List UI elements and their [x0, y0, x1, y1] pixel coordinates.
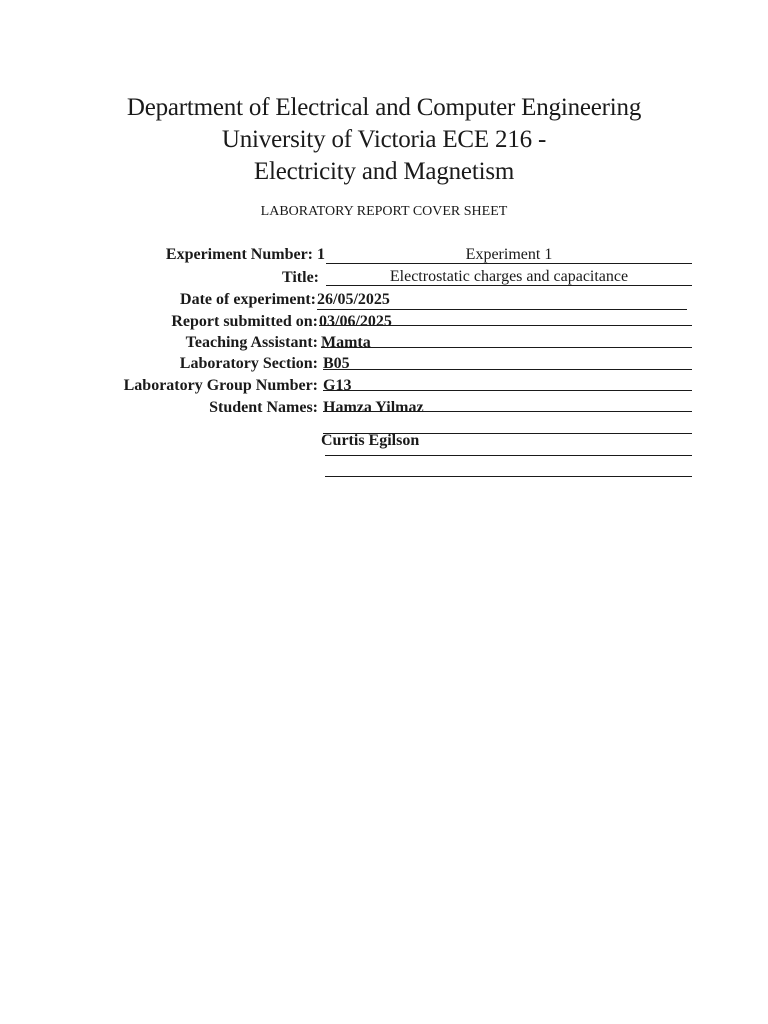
- university-course-title: University of Victoria ECE 216 -: [221, 126, 547, 153]
- teaching-assistant-value: Mamta: [321, 334, 371, 351]
- experiment-number-line: [326, 263, 692, 264]
- laboratory-group-value: G13: [323, 377, 352, 394]
- student-name-line-4: [325, 476, 692, 477]
- course-name: Electricity and Magnetism: [253, 158, 515, 185]
- report-submitted-label: Report submitted on:: [171, 313, 318, 330]
- student-names-label: Student Names:: [209, 399, 318, 416]
- laboratory-group-line: [323, 390, 692, 391]
- laboratory-section-line: [323, 369, 692, 370]
- laboratory-group-label: Laboratory Group Number:: [123, 377, 318, 394]
- laboratory-section-value: B05: [323, 355, 350, 372]
- date-of-experiment-label: Date of experiment:: [180, 291, 316, 308]
- department-title: Department of Electrical and Computer Engineering: [126, 94, 642, 121]
- title-value: Electrostatic charges and capacitance: [389, 268, 629, 285]
- student-name-line-3: [325, 455, 692, 456]
- teaching-assistant-line: [321, 347, 692, 348]
- teaching-assistant-label: Teaching Assistant:: [185, 334, 318, 351]
- cover-sheet-subtitle: LABORATORY REPORT COVER SHEET: [260, 204, 508, 219]
- date-of-experiment-value: 26/05/2025: [317, 291, 390, 308]
- date-of-experiment-line: [317, 309, 687, 310]
- report-submitted-line: [319, 325, 692, 326]
- title-label: Title:: [281, 269, 319, 286]
- title-line: [326, 285, 692, 286]
- student-name-2: Curtis Egilson: [321, 432, 420, 449]
- student-name-1: Hamza Yilmaz: [323, 399, 424, 416]
- student-name-line-1: [323, 411, 692, 412]
- experiment-number-label: Experiment Number: 1: [165, 246, 325, 263]
- laboratory-section-label: Laboratory Section:: [179, 355, 318, 372]
- report-submitted-value: 03/06/2025: [319, 313, 392, 330]
- experiment-number-value: Experiment 1: [465, 246, 553, 263]
